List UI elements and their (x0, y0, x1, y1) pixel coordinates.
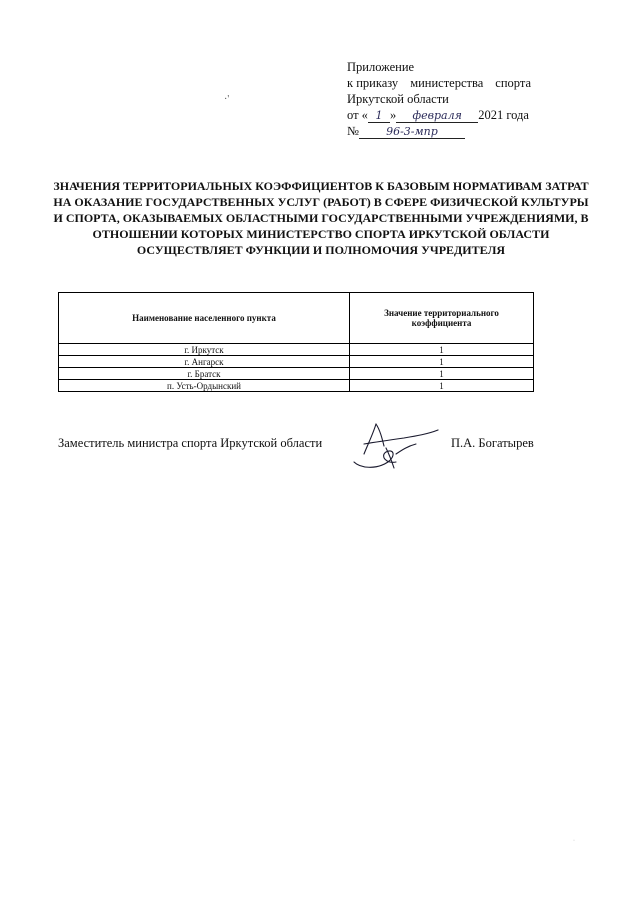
locality-cell: г. Братск (59, 368, 350, 380)
scan-speck: ·' (224, 94, 230, 105)
table-header-row (59, 293, 534, 344)
coefficient-cell: 1 (350, 356, 534, 368)
signatory-name: П.А. Богатырев (451, 436, 534, 450)
column-header-coefficient: Значение территориального коэффициента (350, 293, 534, 344)
handwritten-order-number: 96-3-мпр (359, 125, 465, 139)
region-line: Иркутской области (347, 92, 449, 106)
table-row (59, 356, 534, 368)
appendix-header (347, 59, 547, 139)
table-row (59, 380, 534, 392)
locality-cell: г. Иркутск (59, 344, 350, 356)
order-number-line: № 96-3-мпр (347, 123, 547, 139)
document-title: ЗНАЧЕНИЯ ТЕРРИТОРИАЛЬНЫХ КОЭФФИЦИЕНТОВ К БАЗОВЫМ НОРМАТИВАМ ЗАТРАТ НА ОКАЗАНИЕ ГОСУДАРСТВЕННЫХ УСЛУГ (РАБОТ) В СФЕРЕ ФИЗИЧЕСКОЙ КУЛЬТУРЫ И СПОРТА, ОКАЗЫВАЕМЫХ ОБЛАСТНЫМИ ГОСУДАРСТВЕННЫМИ УЧРЕЖДЕНИЯМИ, В ОТНОШЕНИИ КОТОРЫХ МИНИСТЕРСТВО СПОРТА ИРКУТСКОЙ ОБЛАСТИ ОСУЩЕСТВЛЯЕТ ФУНКЦИИ И ПОЛНОМОЧИЯ УЧРЕДИТЕЛЯ (53, 179, 589, 257)
signatory-position: Заместитель министра спорта Иркутской области (58, 436, 323, 450)
coefficient-cell: 1 (350, 344, 534, 356)
handwritten-month: февраля (396, 109, 478, 123)
order-year: 2021 года (478, 108, 529, 122)
handwritten-signature (346, 418, 446, 474)
table-row (59, 368, 534, 380)
column-header-locality: Наименование населенного пункта (59, 293, 350, 344)
table-row (59, 344, 534, 356)
appendix-label: Приложение (347, 60, 415, 74)
coefficient-cell: 1 (350, 368, 534, 380)
scan-mark: · (573, 838, 575, 844)
coefficients-table (58, 292, 534, 392)
coefficient-cell: 1 (350, 380, 534, 392)
handwritten-day: 1 (368, 109, 390, 123)
locality-cell: г. Ангарск (59, 356, 350, 368)
order-date-line: от « 1 » февраля 2021 года (347, 108, 529, 122)
locality-cell: п. Усть-Ордынский (59, 380, 350, 392)
order-reference-line: к приказу министерства спорта (347, 76, 532, 90)
